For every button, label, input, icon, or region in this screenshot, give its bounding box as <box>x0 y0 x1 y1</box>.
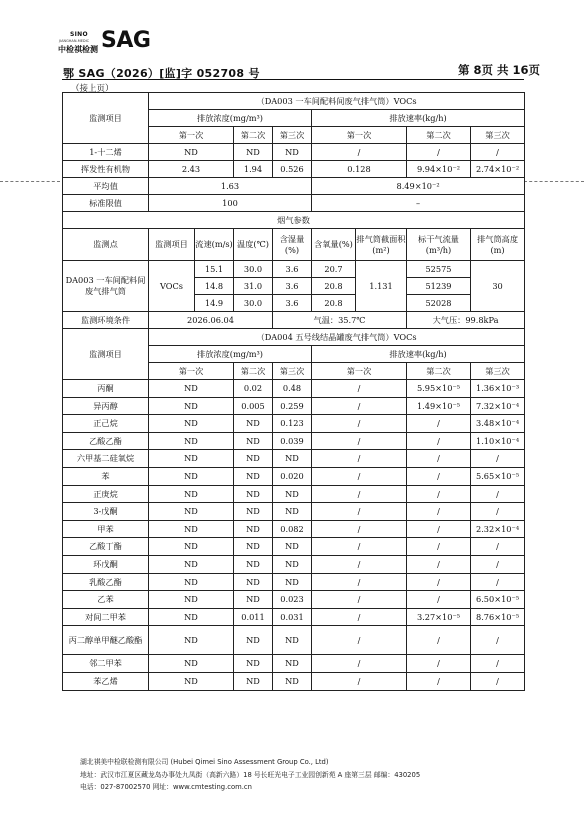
t1-row-name: 1-十二烯 <box>63 144 149 161</box>
t2-r2-hdr: 第二次 <box>407 363 471 380</box>
t2-cell: 0.082 <box>273 520 312 538</box>
scan-dash-left <box>0 181 60 182</box>
t1-cell: ND <box>273 144 312 161</box>
t2-r1-hdr: 第一次 <box>312 363 407 380</box>
t2-n1: 第一次 <box>149 363 234 380</box>
t2-cell: 7.32×10⁻⁴ <box>471 397 525 415</box>
flue-pressure: 大气压：99.8kPa <box>407 312 525 329</box>
t2-cell: ND <box>149 573 234 591</box>
table-row <box>63 212 525 229</box>
flue-caption: 烟气参数 <box>63 212 525 229</box>
t2-cell: / <box>407 672 471 690</box>
t2-row-name: 丙酮 <box>63 380 149 398</box>
table-row <box>63 161 525 178</box>
flue-cell: 51239 <box>407 278 471 295</box>
t2-cell: ND <box>149 432 234 450</box>
t1-limit-label: 标准限值 <box>63 195 149 212</box>
t2-cell: / <box>312 520 407 538</box>
flue-cell: 20.8 <box>312 278 356 295</box>
t2-cell: ND <box>234 485 273 503</box>
flue-cell: 3.6 <box>273 295 312 312</box>
t2-cell: / <box>312 591 407 609</box>
flue-env-label: 监测环境条件 <box>63 312 149 329</box>
table-row <box>63 312 525 329</box>
flue-cell: 3.6 <box>273 278 312 295</box>
t2-row-name: 乙酸乙酯 <box>63 432 149 450</box>
t2-row-name: 对间二甲苯 <box>63 608 149 626</box>
t2-cell: ND <box>273 573 312 591</box>
t2-cell: / <box>407 573 471 591</box>
t1-limit-conc: 100 <box>149 195 312 212</box>
t2-cell: ND <box>234 573 273 591</box>
t2-cell: ND <box>234 467 273 485</box>
t2-cell: ND <box>234 450 273 468</box>
t2-rows <box>63 380 525 691</box>
t2-row-name: 邻二甲苯 <box>63 655 149 673</box>
t1-limit-rate: – <box>312 195 525 212</box>
flue-h-o2: 含氧量(%) <box>312 229 356 261</box>
t2-cell: 0.02 <box>234 380 273 398</box>
t2-cell: / <box>312 555 407 573</box>
results-table <box>62 92 525 691</box>
t2-cell: / <box>471 573 525 591</box>
t1-cell: 0.128 <box>312 161 407 178</box>
document-number: 鄂 SAG（2026）[监]字 052708 号 <box>63 67 260 80</box>
t1-rate-header: 排放速率(kg/h) <box>312 110 525 127</box>
footer-contact: 电话：027-87002570 网址：www.cmtesting.com.cn <box>80 783 252 791</box>
t2-item-header: 监测项目 <box>63 329 149 380</box>
t2-cell: / <box>312 467 407 485</box>
t2-caption: （DA004 五号线结晶罐废气排气筒）VOCs <box>149 329 525 346</box>
t2-cell: 0.259 <box>273 397 312 415</box>
logo-sub-text: JIANGHAN-MEDIC <box>59 39 90 43</box>
logo-cn-text: 中检祺检测 <box>58 45 98 54</box>
t2-cell: ND <box>149 485 234 503</box>
t2-cell: / <box>312 626 407 655</box>
flue-cell: 31.0 <box>234 278 273 295</box>
table-row <box>63 397 525 415</box>
t1-n1: 第一次 <box>149 127 234 144</box>
t2-row-name: 3-戊酮 <box>63 503 149 521</box>
t1-cell: 2.74×10⁻² <box>471 161 525 178</box>
flue-h-height: 排气筒高度(m) <box>471 229 525 261</box>
t2-cell: / <box>407 591 471 609</box>
t2-cell: ND <box>149 626 234 655</box>
t2-cell: / <box>312 573 407 591</box>
flue-cell: 3.6 <box>273 261 312 278</box>
t2-cell: ND <box>234 415 273 433</box>
t2-cell: / <box>471 450 525 468</box>
table-row <box>63 261 525 278</box>
t1-r2-hdr: 第二次 <box>407 127 471 144</box>
flue-air-temp: 气温：35.7℃ <box>273 312 407 329</box>
table-row <box>63 672 525 690</box>
t2-cell: ND <box>234 591 273 609</box>
t2-cell: / <box>407 655 471 673</box>
t2-cell: 0.005 <box>234 397 273 415</box>
flue-cell: 30.0 <box>234 261 273 278</box>
t2-cell: / <box>312 608 407 626</box>
t2-cell: ND <box>273 485 312 503</box>
t2-rate-header: 排放速率(kg/h) <box>312 346 525 363</box>
t2-row-name: 苯乙烯 <box>63 672 149 690</box>
scan-dash-right <box>524 181 584 182</box>
t2-cell: ND <box>234 655 273 673</box>
table-row <box>63 380 525 398</box>
logo-sag-text: SAG <box>101 28 151 53</box>
t1-cell: ND <box>234 144 273 161</box>
table-row <box>63 329 525 346</box>
t2-cell: ND <box>273 655 312 673</box>
t2-cell: 1.10×10⁻⁴ <box>471 432 525 450</box>
t2-cell: / <box>471 555 525 573</box>
flue-cell: 52028 <box>407 295 471 312</box>
t2-row-name: 六甲基二硅氧烷 <box>63 450 149 468</box>
table-row <box>63 229 525 261</box>
flue-item: VOCs <box>149 261 195 312</box>
t2-cell: ND <box>149 503 234 521</box>
t2-n3: 第三次 <box>273 363 312 380</box>
table-row <box>63 591 525 609</box>
t2-cell: ND <box>149 608 234 626</box>
t2-cell: / <box>407 432 471 450</box>
t1-n2: 第二次 <box>234 127 273 144</box>
sag-logo <box>58 28 168 65</box>
t2-row-name: 异丙醇 <box>63 397 149 415</box>
t2-cell: ND <box>149 555 234 573</box>
flue-date: 2026.06.04 <box>149 312 273 329</box>
t2-cell: 0.011 <box>234 608 273 626</box>
flue-area: 1.131 <box>356 261 407 312</box>
t2-cell: ND <box>149 538 234 556</box>
t2-row-name: 乙酸丁酯 <box>63 538 149 556</box>
t2-cell: ND <box>273 555 312 573</box>
t2-row-name: 丙二醇单甲醚乙酸酯 <box>63 626 149 655</box>
flue-h-hum: 含湿量(%) <box>273 229 312 261</box>
t2-cell: / <box>407 626 471 655</box>
t1-r1-hdr: 第一次 <box>312 127 407 144</box>
flue-cell: 14.9 <box>195 295 234 312</box>
footer-company: 湖北祺美中检联检测有限公司 (Hubei Qimei Sino Assessment Group Co., Ltd) <box>80 758 329 766</box>
t2-cell: ND <box>149 655 234 673</box>
t2-conc-header: 排放浓度(mg/m³) <box>149 346 312 363</box>
table-row <box>63 450 525 468</box>
t2-row-name: 正庚烷 <box>63 485 149 503</box>
flue-h-area: 排气筒截面积(m²) <box>356 229 407 261</box>
t2-cell: / <box>312 450 407 468</box>
t2-cell: ND <box>234 503 273 521</box>
table-row <box>63 608 525 626</box>
flue-height: 30 <box>471 261 525 312</box>
logo-sino-text: SINO <box>70 31 88 38</box>
t2-cell: ND <box>149 450 234 468</box>
t2-cell: ND <box>273 626 312 655</box>
t2-row-name: 甲苯 <box>63 520 149 538</box>
t1-cell: ND <box>149 144 234 161</box>
t2-cell: 0.020 <box>273 467 312 485</box>
table-row <box>63 626 525 655</box>
t2-cell: / <box>407 538 471 556</box>
t2-cell: ND <box>234 555 273 573</box>
t1-cell: 2.43 <box>149 161 234 178</box>
table-row <box>63 415 525 433</box>
t2-r3-hdr: 第三次 <box>471 363 525 380</box>
t2-cell: ND <box>149 415 234 433</box>
t2-row-name: 乙苯 <box>63 591 149 609</box>
table-row <box>63 573 525 591</box>
flue-cell: 20.8 <box>312 295 356 312</box>
flue-h-item: 监测项目 <box>149 229 195 261</box>
t1-cell: 0.526 <box>273 161 312 178</box>
t2-cell: / <box>471 626 525 655</box>
t2-cell: ND <box>149 672 234 690</box>
t2-cell: / <box>407 450 471 468</box>
t2-cell: / <box>407 520 471 538</box>
t2-cell: / <box>407 485 471 503</box>
t2-cell: ND <box>234 672 273 690</box>
table-row <box>63 195 525 212</box>
t1-cell: / <box>407 144 471 161</box>
table-row <box>63 485 525 503</box>
t1-avg-rate: 8.49×10⁻² <box>312 178 525 195</box>
t2-row-name: 乳酸乙酯 <box>63 573 149 591</box>
t2-cell: / <box>471 655 525 673</box>
t2-row-name: 正己烷 <box>63 415 149 433</box>
table-row <box>63 555 525 573</box>
t2-cell: ND <box>273 538 312 556</box>
t1-avg-label: 平均值 <box>63 178 149 195</box>
t2-cell: / <box>312 655 407 673</box>
flue-h-point: 监测点 <box>63 229 149 261</box>
t2-cell: 8.76×10⁻⁵ <box>471 608 525 626</box>
t2-cell: ND <box>234 520 273 538</box>
t1-row-name: 挥发性有机物 <box>63 161 149 178</box>
t2-cell: 6.50×10⁻⁵ <box>471 591 525 609</box>
footer <box>80 756 420 794</box>
t1-conc-header: 排放浓度(mg/m³) <box>149 110 312 127</box>
t2-cell: 0.48 <box>273 380 312 398</box>
t1-avg-conc: 1.63 <box>149 178 312 195</box>
flue-cell: 30.0 <box>234 295 273 312</box>
t2-cell: ND <box>273 672 312 690</box>
t2-cell: / <box>312 485 407 503</box>
t2-cell: ND <box>234 626 273 655</box>
table-row <box>63 467 525 485</box>
t2-n2: 第二次 <box>234 363 273 380</box>
t2-cell: 0.031 <box>273 608 312 626</box>
t1-caption: （DA003 一车间配料间废气排气筒）VOCs <box>149 93 525 110</box>
t2-cell: ND <box>273 450 312 468</box>
t2-cell: 2.32×10⁻⁴ <box>471 520 525 538</box>
t2-cell: / <box>471 538 525 556</box>
t2-cell: / <box>407 503 471 521</box>
t2-cell: / <box>312 432 407 450</box>
flue-cell: 14.8 <box>195 278 234 295</box>
t2-cell: / <box>312 415 407 433</box>
table-row <box>63 144 525 161</box>
t2-cell: ND <box>273 503 312 521</box>
t2-cell: / <box>407 555 471 573</box>
t2-cell: ND <box>149 397 234 415</box>
t2-cell: / <box>312 380 407 398</box>
table-row <box>63 538 525 556</box>
continued-note: （接上页） <box>71 84 114 94</box>
t2-cell: 0.039 <box>273 432 312 450</box>
flue-h-temp: 温度(℃) <box>234 229 273 261</box>
t2-cell: / <box>312 503 407 521</box>
t2-cell: ND <box>149 591 234 609</box>
t2-cell: ND <box>234 538 273 556</box>
t1-cell: / <box>471 144 525 161</box>
t2-cell: / <box>312 397 407 415</box>
t2-cell: / <box>407 467 471 485</box>
t1-cell: / <box>312 144 407 161</box>
t1-cell: 1.94 <box>234 161 273 178</box>
t2-cell: 0.023 <box>273 591 312 609</box>
t2-cell: ND <box>149 380 234 398</box>
t2-cell: / <box>471 485 525 503</box>
flue-cell: 20.7 <box>312 261 356 278</box>
page-number: 第 8页 共 16页 <box>458 63 541 77</box>
flue-point: DA003 一车间配料间废气排气筒 <box>63 261 149 312</box>
flue-h-speed: 流速(m/s) <box>195 229 234 261</box>
t2-cell: 3.48×10⁻⁴ <box>471 415 525 433</box>
t1-r3-hdr: 第三次 <box>471 127 525 144</box>
t2-cell: / <box>312 538 407 556</box>
footer-address: 地址：武汉市江夏区藏龙岛办事处九凤街（高新六路）18 号长旺光电子工业园创新苑 A 座第三层 邮编：430205 <box>80 770 421 779</box>
t2-cell: 1.36×10⁻³ <box>471 380 525 398</box>
t1-n3: 第三次 <box>273 127 312 144</box>
t2-cell: 3.27×10⁻⁵ <box>407 608 471 626</box>
t2-cell: ND <box>149 467 234 485</box>
t1-item-header: 监测项目 <box>63 93 149 144</box>
table-row <box>63 503 525 521</box>
flue-cell: 52575 <box>407 261 471 278</box>
flue-cell: 15.1 <box>195 261 234 278</box>
t2-cell: 0.123 <box>273 415 312 433</box>
table-row <box>63 520 525 538</box>
header-divider <box>62 79 524 80</box>
t2-cell: 1.49×10⁻⁵ <box>407 397 471 415</box>
table-row <box>63 432 525 450</box>
table-row <box>63 655 525 673</box>
t2-cell: 5.95×10⁻⁵ <box>407 380 471 398</box>
t2-cell: / <box>471 672 525 690</box>
t2-row-name: 苯 <box>63 467 149 485</box>
t2-cell: ND <box>234 432 273 450</box>
table-row <box>63 178 525 195</box>
t1-cell: 9.94×10⁻² <box>407 161 471 178</box>
t2-cell: / <box>407 415 471 433</box>
t2-cell: / <box>312 672 407 690</box>
t2-row-name: 环戊酮 <box>63 555 149 573</box>
t2-cell: 5.65×10⁻⁵ <box>471 467 525 485</box>
t2-cell: / <box>471 503 525 521</box>
flue-h-flow: 标干气流量(m³/h) <box>407 229 471 261</box>
table-row <box>63 93 525 110</box>
t2-cell: ND <box>149 520 234 538</box>
